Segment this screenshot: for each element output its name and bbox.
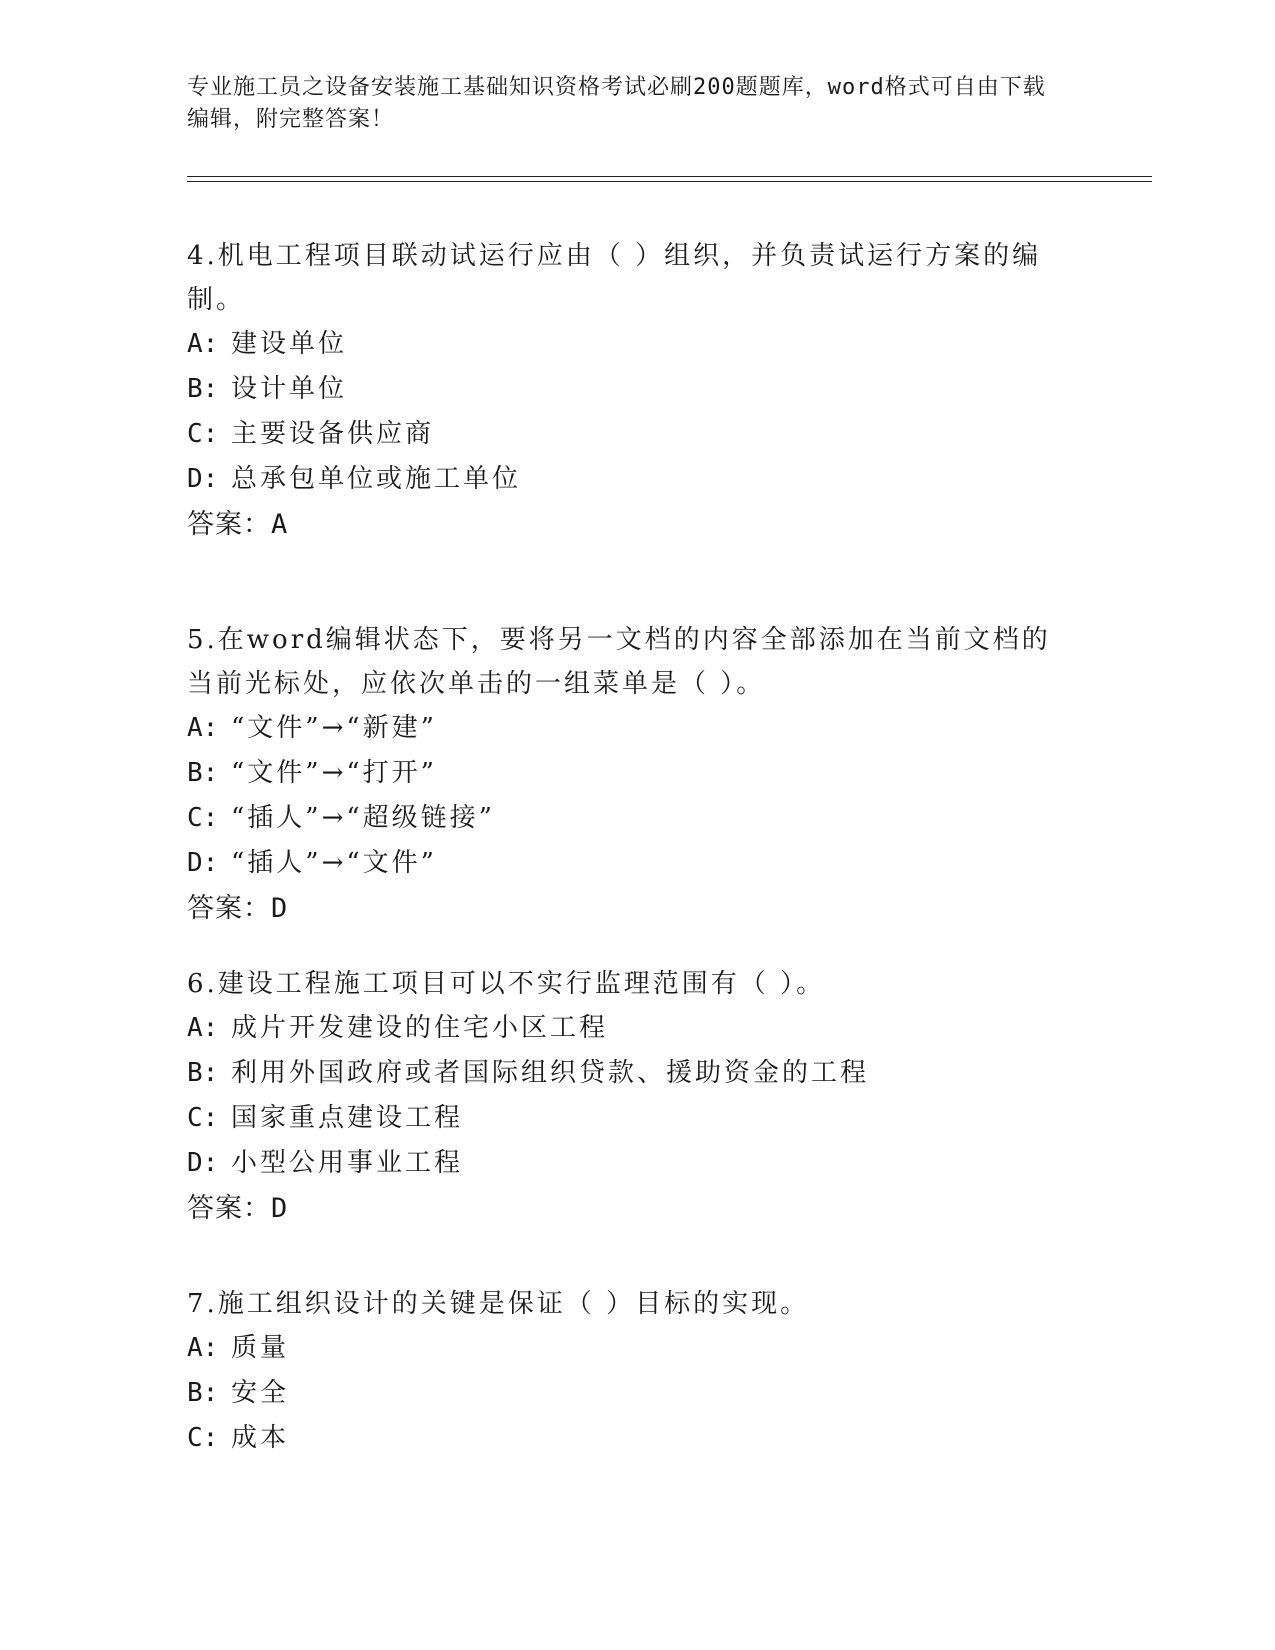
option-c	[187, 1416, 1077, 1461]
option-text: 设计单位	[231, 374, 348, 404]
option-key: A:	[187, 329, 219, 359]
option-a	[187, 1326, 1077, 1371]
answer-line	[187, 1186, 1077, 1232]
header-rule-bottom	[187, 181, 1152, 182]
option-d	[187, 457, 1077, 502]
question-6	[187, 962, 1077, 1232]
option-text: 利用外国政府或者国际组织贷款、援助资金的工程	[231, 1058, 870, 1088]
option-text: 安全	[231, 1378, 290, 1408]
option-text: “文件”→“新建”	[231, 713, 437, 743]
option-a	[187, 706, 1077, 751]
answer-label: 答案：	[187, 893, 271, 924]
header-rule-top	[187, 176, 1152, 177]
option-text: 总承包单位或施工单位	[231, 464, 522, 494]
question-stem: 7.施工组织设计的关键是保证（ ）目标的实现。	[187, 1289, 810, 1319]
question-stem: 4.机电工程项目联动试运行应由（ ）组织，并负责试运行方案的编制。	[187, 241, 1042, 315]
option-key: B:	[187, 1378, 219, 1408]
option-text: 主要设备供应商	[231, 419, 435, 449]
option-text: “插人”→“文件”	[231, 848, 437, 878]
option-b	[187, 367, 1077, 412]
document-header: 专业施工员之设备安装施工基础知识资格考试必刷200题题库，word格式可自由下载编辑，附完整答案！	[187, 75, 1046, 132]
option-text: “文件”→“打开”	[231, 758, 437, 788]
answer-value: D	[271, 893, 289, 924]
option-key: C:	[187, 419, 219, 449]
option-b	[187, 751, 1077, 796]
option-c	[187, 412, 1077, 457]
option-text: 国家重点建设工程	[231, 1103, 464, 1133]
answer-line	[187, 886, 1077, 932]
option-text: 建设单位	[231, 329, 348, 359]
answer-value: A	[271, 509, 289, 540]
option-b	[187, 1051, 1077, 1096]
answer-value: D	[271, 1193, 289, 1224]
question-4	[187, 234, 1077, 548]
option-c	[187, 796, 1077, 841]
answer-label: 答案：	[187, 509, 271, 540]
option-key: B:	[187, 374, 219, 404]
answer-line	[187, 502, 1077, 548]
option-d	[187, 841, 1077, 886]
option-text: 成片开发建设的住宅小区工程	[231, 1013, 609, 1043]
option-key: A:	[187, 713, 219, 743]
option-key: C:	[187, 1423, 219, 1453]
option-text: 质量	[231, 1333, 290, 1363]
option-text: 小型公用事业工程	[231, 1148, 464, 1178]
question-5	[187, 618, 1077, 932]
option-a	[187, 1006, 1077, 1051]
answer-label: 答案：	[187, 1193, 271, 1224]
option-key: A:	[187, 1333, 219, 1363]
option-c	[187, 1096, 1077, 1141]
option-a	[187, 322, 1077, 367]
option-b	[187, 1371, 1077, 1416]
option-key: D:	[187, 848, 219, 878]
option-key: D:	[187, 464, 219, 494]
question-stem: 6.建设工程施工项目可以不实行监理范围有（ ）。	[187, 969, 826, 999]
question-stem: 5.在word编辑状态下，要将另一文档的内容全部添加在当前文档的当前光标处，应依次单击的一组菜单是（ ）。	[187, 625, 1051, 699]
option-key: B:	[187, 1058, 219, 1088]
option-key: A:	[187, 1013, 219, 1043]
option-text: 成本	[231, 1423, 290, 1453]
option-key: D:	[187, 1148, 219, 1178]
option-key: B:	[187, 758, 219, 788]
option-d	[187, 1141, 1077, 1186]
question-7	[187, 1282, 1077, 1461]
option-key: C:	[187, 1103, 219, 1133]
option-text: “插人”→“超级链接”	[231, 803, 495, 833]
option-key: C:	[187, 803, 219, 833]
